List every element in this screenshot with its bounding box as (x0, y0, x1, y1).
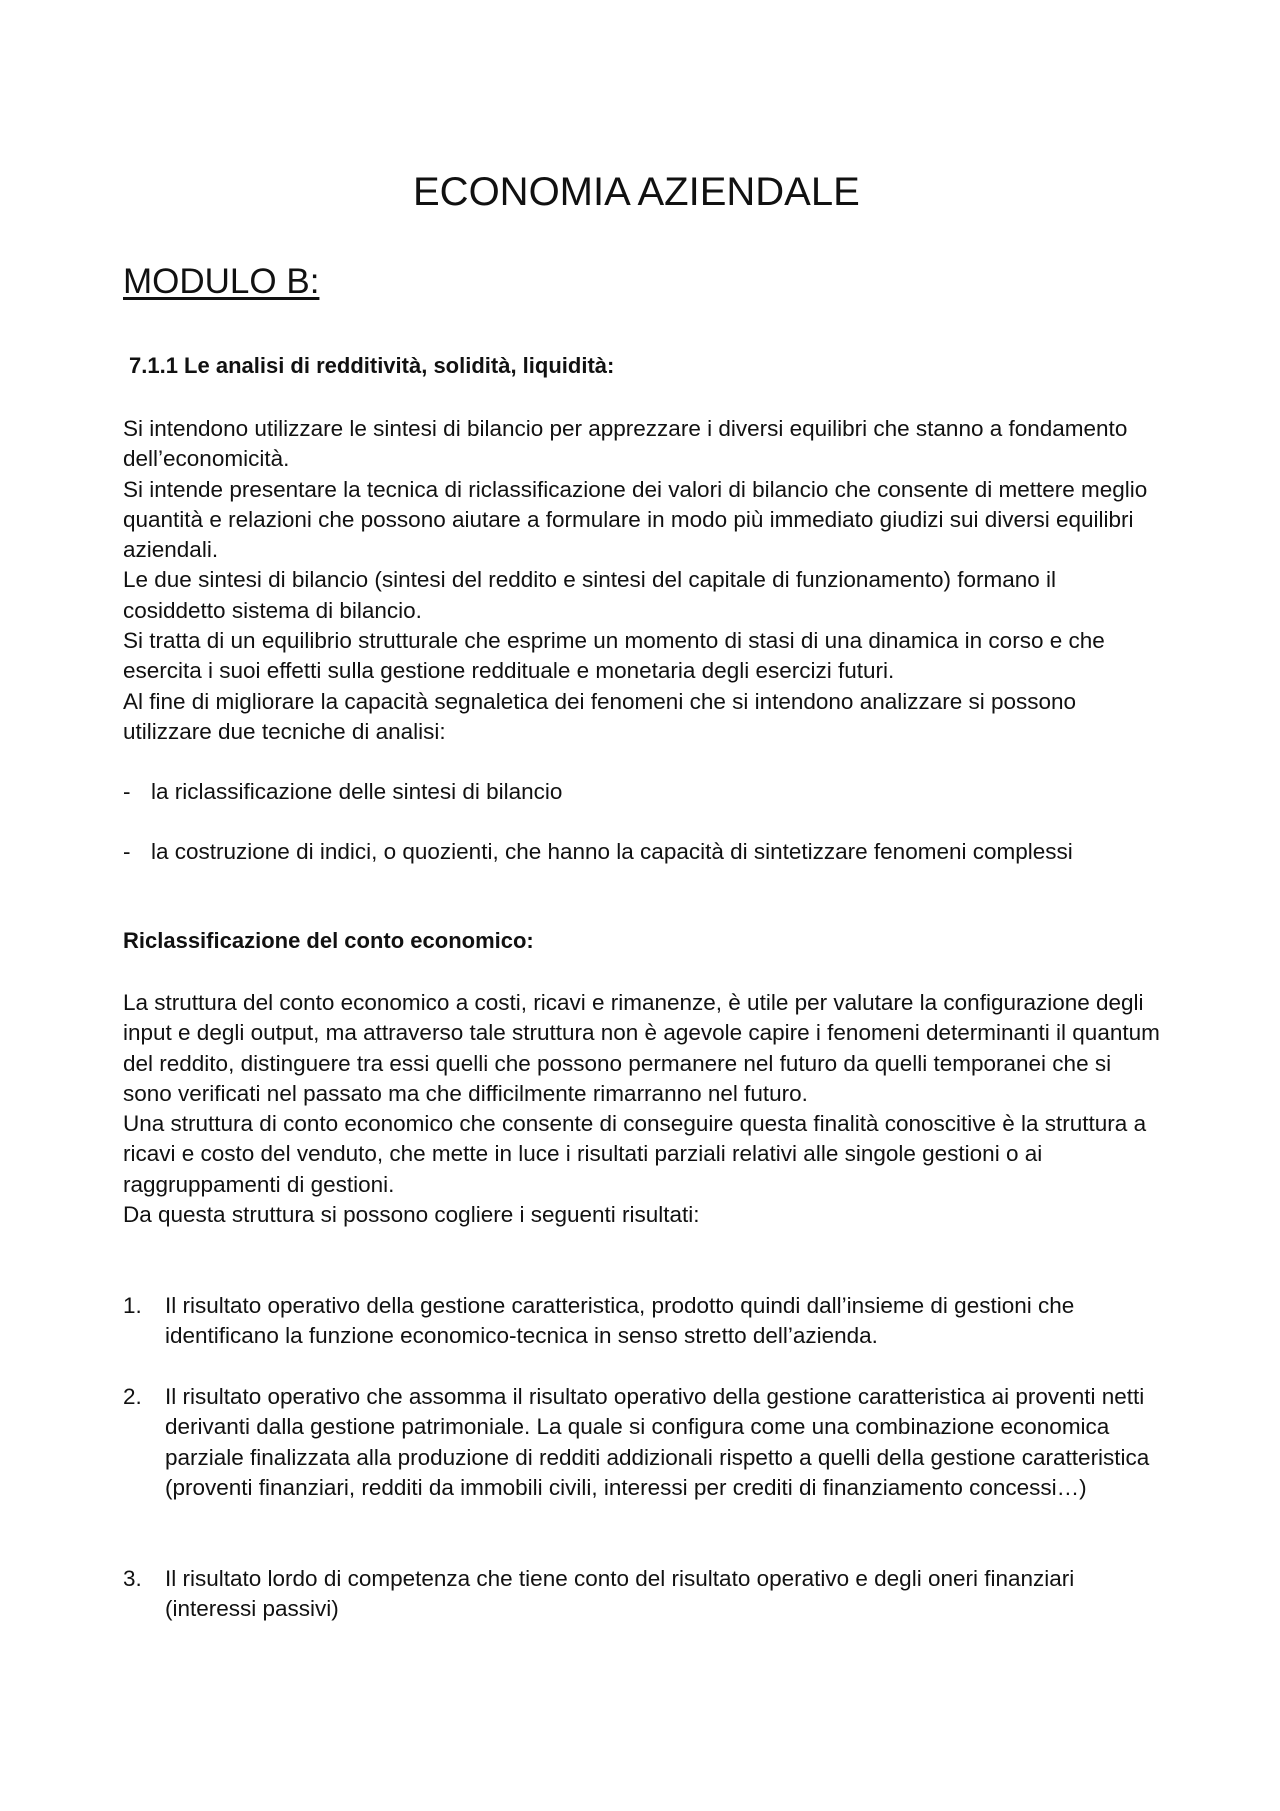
section-heading: 7.1.1 Le analisi di redditività, solidità, liquidità: (129, 353, 615, 378)
list-number: 3. (123, 1566, 142, 1591)
module-heading: MODULO B: (123, 262, 320, 301)
list-item (123, 1382, 1163, 1503)
document-title: ECONOMIA AZIENDALE (413, 170, 860, 214)
intro-paragraph: Si intendono utilizzare le sintesi di bilancio per apprezzare i diversi equilibri che stanno a fondamento dell’economicità. (123, 416, 1128, 472)
list-number: 2. (123, 1384, 142, 1409)
list-item-text: Il risultato lordo di competenza che tiene conto del risultato operativo e degli oneri finanziari (interessi passivi) (165, 1566, 1075, 1622)
intro-paragraph: Si tratta di un equilibrio strutturale che esprime un momento di stasi di una dinamica in corso e che esercita i suoi effetti sulla gestione reddituale e monetaria degli esercizi futuri. (123, 628, 1105, 684)
technique-list (123, 837, 1163, 867)
dash-bullet: - (123, 779, 131, 804)
list-item (123, 837, 1163, 867)
list-item (123, 777, 1163, 807)
list-item-text: la costruzione di indici, o quozienti, che hanno la capacità di sintetizzare fenomeni complessi (151, 839, 1073, 864)
list-item-text: Il risultato operativo che assomma il risultato operativo della gestione caratteristica ai proventi netti derivanti dalla gestione patrimoniale. La quale si configura come una combinazione economica parziale finalizzata alla produzione di redditi addizionali rispetto a quelli della gestione caratteristica (proventi finanziari, redditi da immobili civili, interessi per crediti di finanziamento concessi…) (165, 1384, 1150, 1500)
results-list (123, 1564, 1163, 1625)
list-item-text: Il risultato operativo della gestione caratteristica, prodotto quindi dall’insieme di gestioni che identificano la funzione economico-tecnica in senso stretto dell’azienda. (165, 1293, 1075, 1349)
list-item (123, 1291, 1163, 1352)
intro-paragraph: Si intende presentare la tecnica di riclassificazione dei valori di bilancio che consente di mettere meglio quantità e relazioni che possono aiutare a formulare in modo più immediato giudizi sui diversi equilibri aziendali. (123, 476, 1148, 563)
list-item-text: la riclassificazione delle sintesi di bilancio (151, 779, 563, 804)
list-item (123, 1564, 1163, 1625)
results-list (123, 1382, 1163, 1503)
subsection-paragraph: Una struttura di conto economico che consente di conseguire questa finalità conoscitive è la struttura a ricavi e costo del venduto, che mette in luce i risultati parziali relativi alle singole gestioni o ai raggruppamenti di gestioni. (123, 1111, 1147, 1197)
intro-paragraph: Le due sintesi di bilancio (sintesi del reddito e sintesi del capitale di funzionamento) formano il cosiddetto sistema di bilancio. (123, 567, 1057, 623)
results-list (123, 1291, 1163, 1352)
subsection-paragraph: Da questa struttura si possono cogliere i seguenti risultati: (123, 1202, 700, 1228)
intro-text (123, 414, 1163, 747)
list-number: 1. (123, 1293, 142, 1318)
subsection-paragraph: La struttura del conto economico a costi, ricavi e rimanenze, è utile per valutare la configurazione degli input e degli output, ma attraverso tale struttura non è agevole capire i fenomeni determinanti il quantum del reddito, distinguere tra essi quelli che possono permanere nel futuro da quelli temporanei che si sono verificati nel passato ma che difficilmente rimarranno nel futuro. (123, 990, 1160, 1106)
subsection-heading: Riclassificazione del conto economico: (123, 928, 534, 953)
intro-paragraph: Al fine di migliorare la capacità segnaletica dei fenomeni che si intendono analizzare si possono utilizzare due tecniche di analisi: (123, 688, 1077, 744)
subsection-text (123, 988, 1163, 1230)
technique-list (123, 777, 1163, 807)
dash-bullet: - (123, 839, 131, 864)
